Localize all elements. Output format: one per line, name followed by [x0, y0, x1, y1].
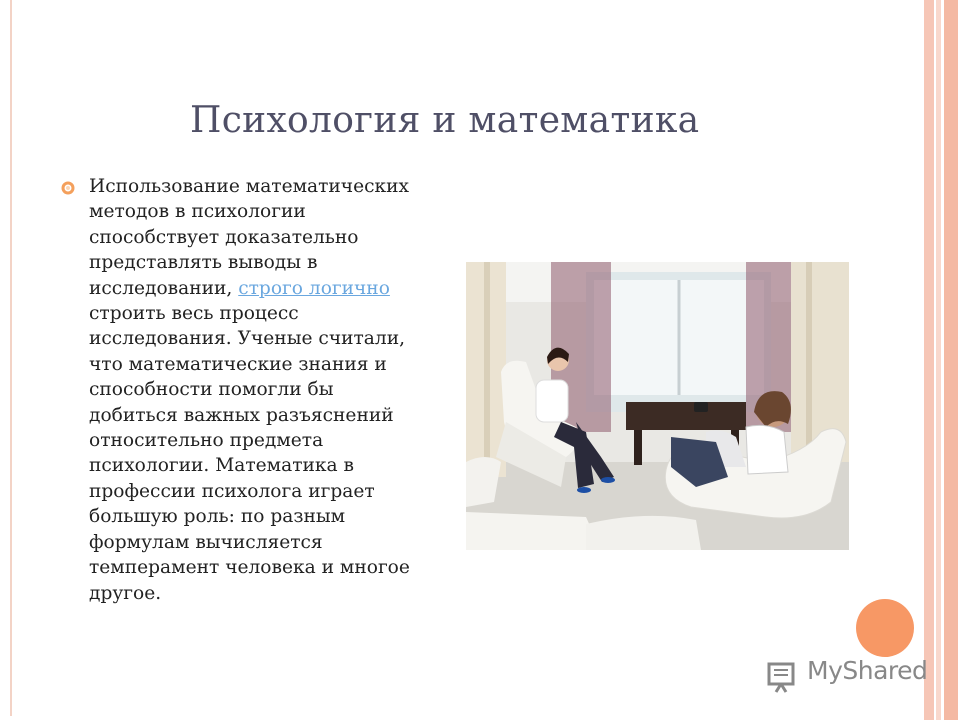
strogo-logichno-link[interactable]: строго логично: [238, 277, 390, 299]
presentation-board-icon: [764, 658, 800, 694]
bullet-text-start: Использование математических методов в психологии способствует доказательно представлять выводы в исследовании,: [89, 176, 410, 299]
slide-title: Психология и математика: [190, 100, 700, 141]
myshared-logo[interactable]: [764, 650, 934, 700]
right-decorative-stripes: [920, 0, 960, 720]
logo-text: MyShared: [807, 656, 928, 685]
bullet-text-end: строить весь процесс исследования. Ученые считали, что математические знания и способности помогли бы добиться важных разъяснений относительно предмета психологии. Математика в профессии психолога играет большую роль: по разным формулам вычисляется темперамент человека и многое другое.: [89, 303, 410, 604]
decorative-orange-circle: [856, 599, 914, 657]
bullet-text: [89, 174, 419, 606]
session-photo: [466, 262, 849, 550]
bullet-ring-icon: [60, 180, 76, 196]
